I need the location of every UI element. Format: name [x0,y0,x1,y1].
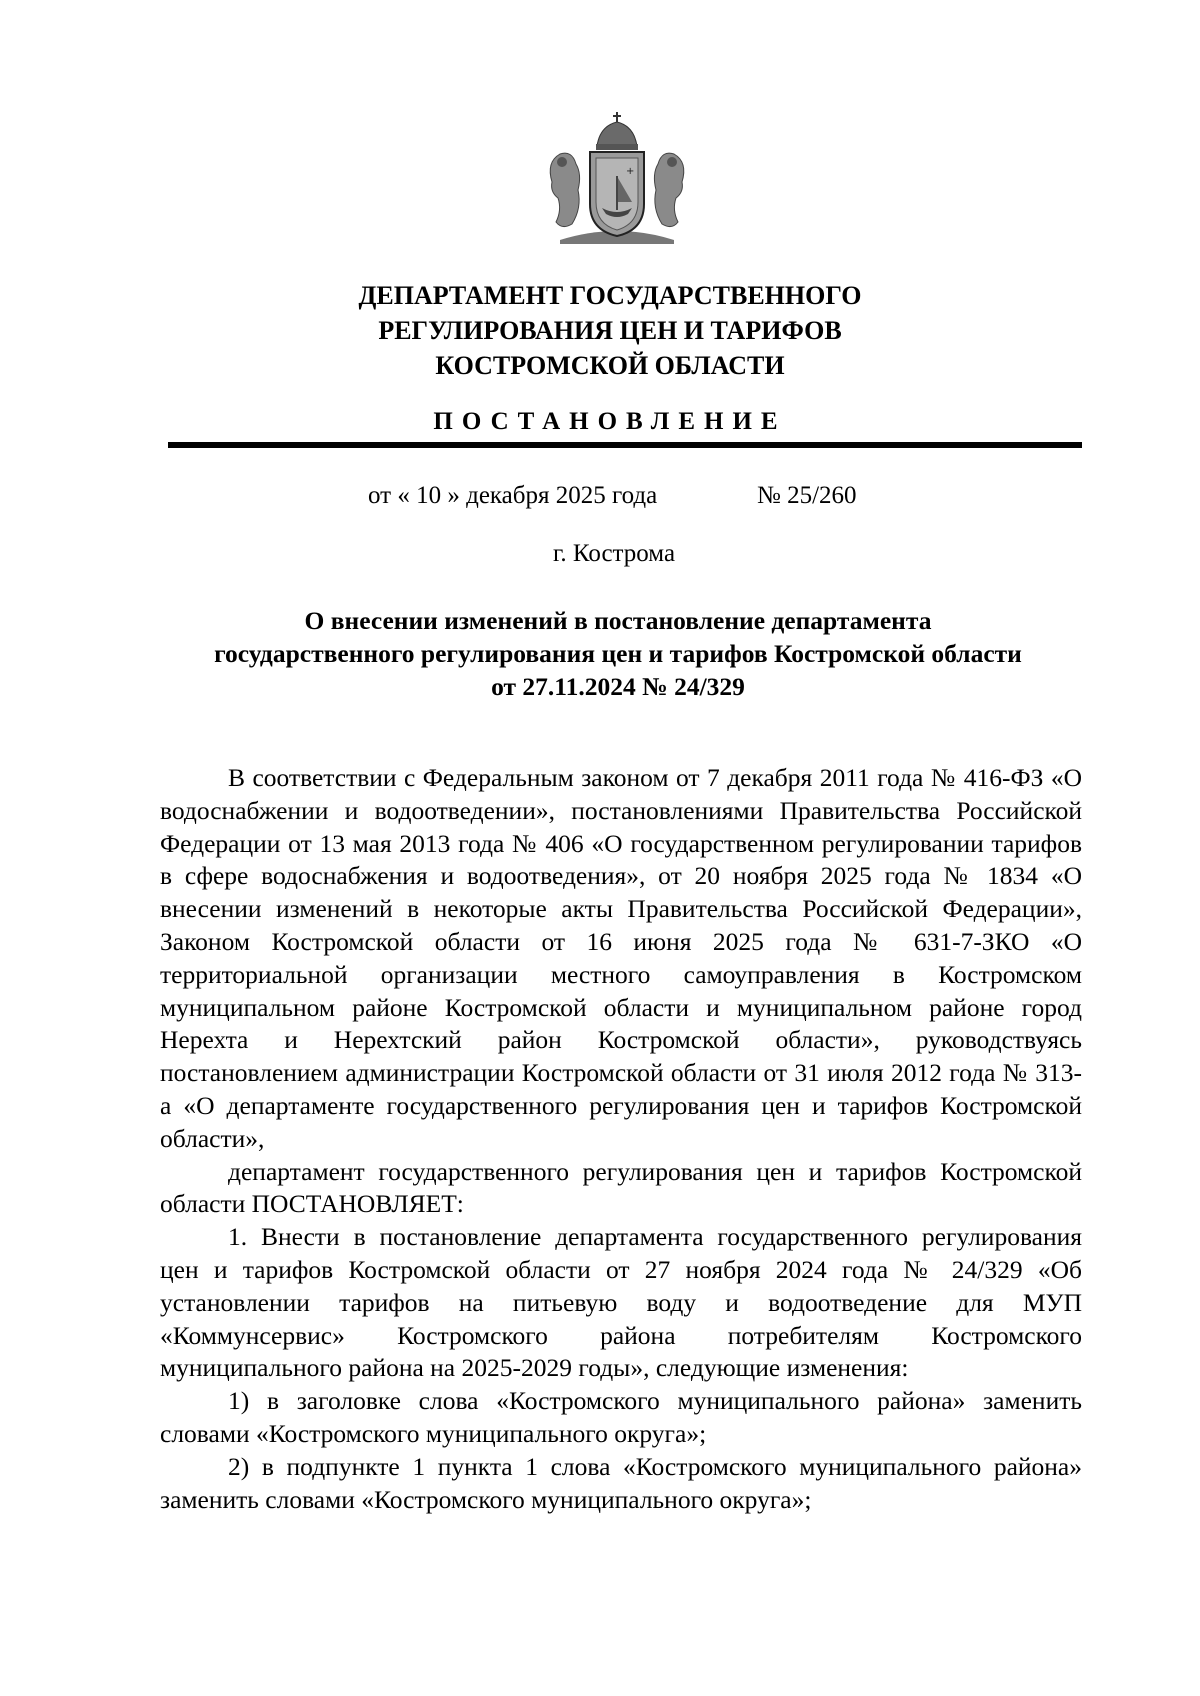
title-line: от 27.11.2024 № 24/329 [491,672,745,701]
document-type: ПОСТАНОВЛЕНИЕ [433,408,787,435]
body-paragraph: 1. Внести в постановление департамента государственного регулирования цен и тарифов Костромской области от 27 ноября 2024 года № 24/329 «Об установлении тарифов на питьевую воду и водоотведение для МУП «Коммунсервис» Костромского района потребителям Костромского муниципального района на 2025-2029 годы», следующие изменения: [160,1222,1082,1383]
title-line: О внесении изменений в постановление департамента [304,606,932,635]
body-paragraph: В соответствии с Федеральным законом от 7 декабря 2011 года № 416-ФЗ «О водоснабжении и водоотведении», постановлениями Правительства Российской Федерации от 13 мая 2013 года № 406 «О государственном регулировании тарифов в сфере водоснабжения и водоотведения», от 20 ноября 2025 года № 1834 «О внесении изменений в некоторые акты Правительства Российской Федерации», Законом Костромской области от 16 июня 2025 года № 631-7-ЗКО «О территориальной организации местного самоуправления в Костромском муниципальном районе Костромской области и муниципальном районе город Нерехта и Нерехтский район Костромской области», руководствуясь постановлением администрации Костромской области от 31 июля 2012 года № 313-а «О департаменте государственного регулирования цен и тарифов Костромской области», [160,763,1082,1153]
department-name-line: КОСТРОМСКОЙ ОБЛАСТИ [435,351,785,380]
title-line: государственного регулирования цен и тарифов Костромской области [214,639,1022,668]
document-title [158,604,1078,703]
document-city: г. Кострома [552,540,676,567]
body-paragraph: 1) в заголовке слова «Костромского муниципального района» заменить словами «Костромского муниципального округа»; [160,1386,1082,1448]
header-divider [168,442,1082,448]
document-body [160,762,1082,1516]
body-paragraph: департамент государственного регулирования цен и тарифов Костромской области ПОСТАНОВЛЯЕТ: [160,1156,1082,1219]
svg-text:+: + [626,166,635,177]
kostroma-coat-of-arms-icon [542,112,692,247]
department-name-line: ДЕПАРТАМЕНТ ГОСУДАРСТВЕННОГО [358,281,862,310]
department-name-line: РЕГУЛИРОВАНИЯ ЦЕН И ТАРИФОВ [378,316,842,345]
department-name [160,278,1060,383]
document-number: № 25/260 [757,482,857,509]
body-paragraph: 2) в подпункте 1 пункта 1 слова «Костромского муниципального района» заменить словами «Костромского муниципального округа»; [160,1451,1082,1514]
document-date: от « 10 » декабря 2025 года [368,482,658,509]
